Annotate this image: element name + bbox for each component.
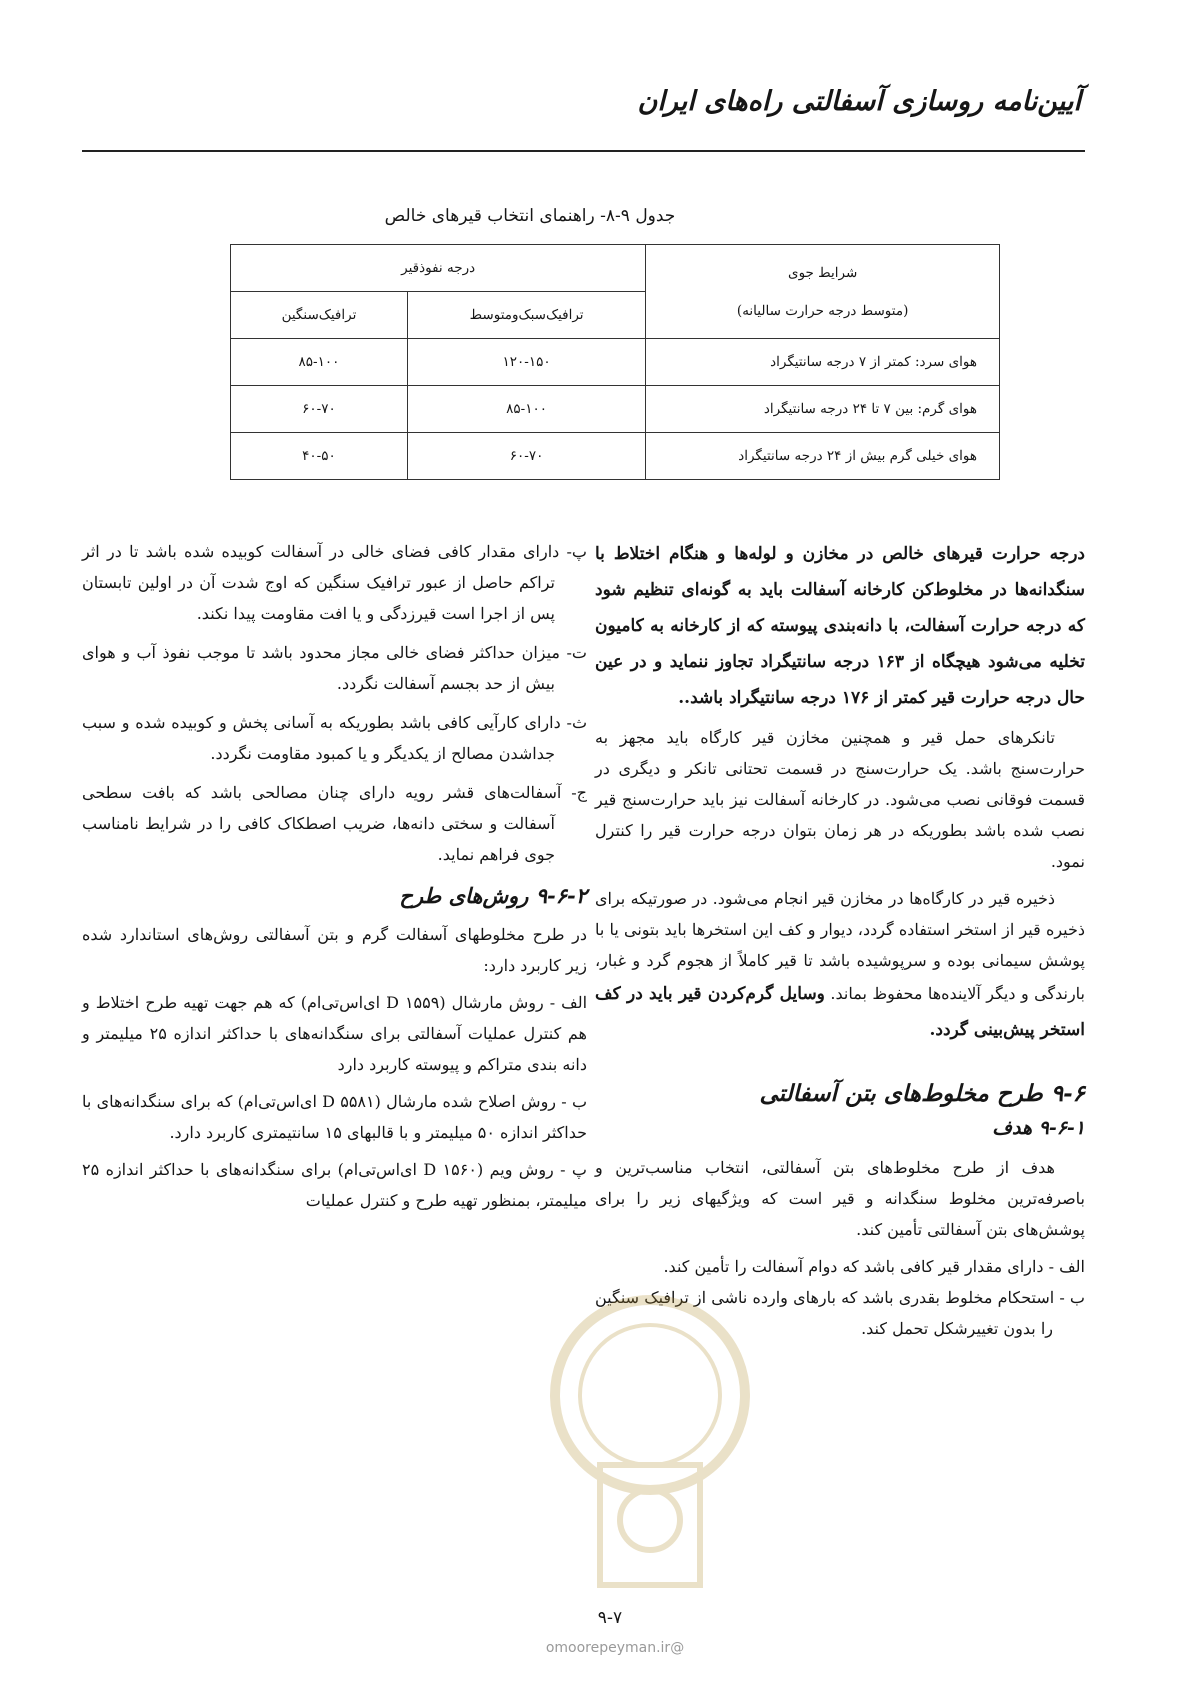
penetration-header-cell: درجه نفوذقیر <box>231 245 646 292</box>
goal-paragraph: هدف از طرح مخلوط‌های بتن آسفالتی، انتخاب مناسب‌ترین و باصرفه‌ترین مخلوط سنگدانه و قیر است که ویژگیهای زیر را برای پوشش‌های بتن آسفالتی تأمین کند. <box>595 1158 1085 1239</box>
list-item: پ- دارای مقدار کافی فضای خالی در آسفالت کوبیده شده باشد تا در اثر تراکم حاصل از عبور ترافیک سنگین که اوج شدت آن در اولین تابستان پس از اجرا است قیرزدگی و یا افت مقاومت پیدا نکند. <box>82 542 587 623</box>
heavy-traffic-cell: ۶۰-۷۰ <box>231 386 408 433</box>
left-text-column <box>82 536 587 1222</box>
table-row <box>231 386 1000 433</box>
condition-header-line1: شرایط جوی <box>788 264 858 281</box>
list-item: پ - روش ویم (D ۱۵۶۰ ای‌اس‌تی‌ام) برای سنگدانه‌های با حداکثر اندازه ۲۵ میلیمتر، بمنظور تهیه طرح و کنترل عملیات <box>82 1160 587 1210</box>
methods-intro-paragraph: در طرح مخلوطهای آسفالت گرم و بتن آسفالتی روش‌های استاندارد شده زیر کاربرد دارد: <box>82 925 587 975</box>
list-item: ج- آسفالت‌های قشر رویه دارای چنان مصالحی باشد که بافت سطحی آسفالت و سختی دانه‌ها، ضریب اصطکاک کافی را در شرایط نامناسب جوی فراهم نماید. <box>82 783 588 864</box>
condition-cell: هوای خیلی گرم بیش از ۲۴ درجه سانتیگراد <box>646 433 1000 480</box>
list-item: ب - روش اصلاح شده مارشال (D ۵۵۸۱ ای‌اس‌تی‌ام) که برای سنگدانه‌های با حداکثر اندازه ۵۰ میلیمتر و با قالبهای ۱۵ سانتیمتری کاربرد دارد. <box>82 1092 588 1142</box>
light-traffic-header-cell: ترافیک‌سبک‌ومتوسط <box>407 292 645 339</box>
heavy-traffic-cell: ۸۵-۱۰۰ <box>231 339 408 386</box>
section-heading-mix-design: ۹-۶ طرح مخلوط‌های بتن آسفالتی <box>759 1080 1085 1107</box>
light-traffic-cell: ۱۲۰-۱۵۰ <box>407 339 645 386</box>
list-item: ث- دارای کارآیی کافی باشد بطوریکه به آسانی پخش و کوبیده شده و سبب جداشدن مصالح از یکدیگر و یا کمبود مقاومت نگردد. <box>82 713 587 763</box>
condition-cell: هوای گرم: بین ۷ تا ۲۴ درجه سانتیگراد <box>646 386 1000 433</box>
temperature-bold-paragraph: درجه حرارت قیرهای خالص در مخازن و لوله‌ها و هنگام اختلاط با سنگدانه‌ها در مخلوط‌کن کارخانه آسفالت باید به گونه‌ای تنظیم شود که درجه حرارت آسفالت، با دانه‌بندی پیوسته که از کارخانه به کامیون تخلیه می‌شود هیچگاه از ۱۶۳ درجه سانتیگراد تجاوز ننماید و در عین حال درجه حرارت قیر کمتر از ۱۷۶ درجه سانتیگراد باشد.. <box>595 544 1085 708</box>
light-traffic-cell: ۶۰-۷۰ <box>407 433 645 480</box>
table-row <box>231 339 1000 386</box>
table-row <box>231 433 1000 480</box>
watermark-url: @omoorepeyman.ir <box>545 1640 685 1656</box>
header-divider <box>82 150 1085 152</box>
light-traffic-cell: ۸۵-۱۰۰ <box>407 386 645 433</box>
subsection-heading-goal: ۹-۶-۱ هدف <box>992 1117 1085 1139</box>
page-number: ۹-۷ <box>597 1608 623 1628</box>
list-item: الف - دارای مقدار قیر کافی باشد که دوام آسفالت را تأمین کند. <box>663 1257 1085 1276</box>
running-header-title: آیین‌نامه روسازی آسفالتی راه‌های ایران <box>637 86 1081 117</box>
table-header-row <box>231 245 1000 292</box>
storage-paragraph <box>595 883 1085 1048</box>
bitumen-selection-table <box>230 244 1000 480</box>
heavy-traffic-header-cell: ترافیک‌سنگین <box>231 292 408 339</box>
list-item: ب - استحکام مخلوط بقدری باشد که بارهای وارده ناشی از ترافیک سنگین را بدون تغییرشکل تحمل کند. <box>595 1288 1085 1338</box>
storage-bold-note: وسایل گرم‌کردن قیر باید در کف استخر پیش‌بینی گردد. <box>595 984 1085 1040</box>
list-item: ت- میزان حداکثر فضای خالی مجاز محدود باشد تا موجب نفوذ آب و هوای بیش از حد بجسم آسفالت نگردد. <box>82 643 587 693</box>
condition-header-cell <box>646 245 1000 339</box>
heavy-traffic-cell: ۴۰-۵۰ <box>231 433 408 480</box>
storage-text: ذخیره قیر در کارگاه‌ها در مخازن قیر انجام می‌شود. در صورتیکه برای ذخیره قیر از استخر استفاده گردد، دیوار و کف این استخرها باید بتونی یا با پوشش سیمانی بوده و سرپوشیده باشد تا قیر کاملاً از هجوم گرد و غبار، بارندگی و دیگر آلاینده‌ها محفوظ بماند. <box>595 889 1086 1003</box>
list-item: الف - روش مارشال (D ۱۵۵۹ ای‌اس‌تی‌ام) که هم جهت تهیه طرح اختلاط و هم کنترل عملیات آسفالتی برای سنگدانه‌های با حداکثر اندازه ۲۵ میلیمتر و دانه بندی متراکم و پیوسته کاربرد دارد <box>82 993 588 1074</box>
watermark-logo-icon <box>540 1285 760 1615</box>
right-text-column <box>595 536 1085 1352</box>
tankers-paragraph: تانکرهای حمل قیر و همچنین مخازن قیر کارگاه باید مجهز به حرارت‌سنج باشد. یک حرارت‌سنج در قسمت تحتانی تانکر و دیگری در قسمت فوقانی نصب می‌شود. در کارخانه آسفالت نیز باید حرارت‌سنج قیر نصب شده باشد بطوریکه در هر زمان بتوان درجه حرارت قیر را کنترل نمود. <box>595 728 1085 871</box>
table-caption: جدول ۹-۸- راهنمای انتخاب قیرهای خالص <box>384 206 676 226</box>
section-heading-design-methods: ۹-۶-۲ روش‌های طرح <box>399 883 587 908</box>
condition-cell: هوای سرد: کمتر از ۷ درجه سانتیگراد <box>646 339 1000 386</box>
condition-header-line2: (متوسط درجه حرارت سالیانه) <box>736 302 909 319</box>
